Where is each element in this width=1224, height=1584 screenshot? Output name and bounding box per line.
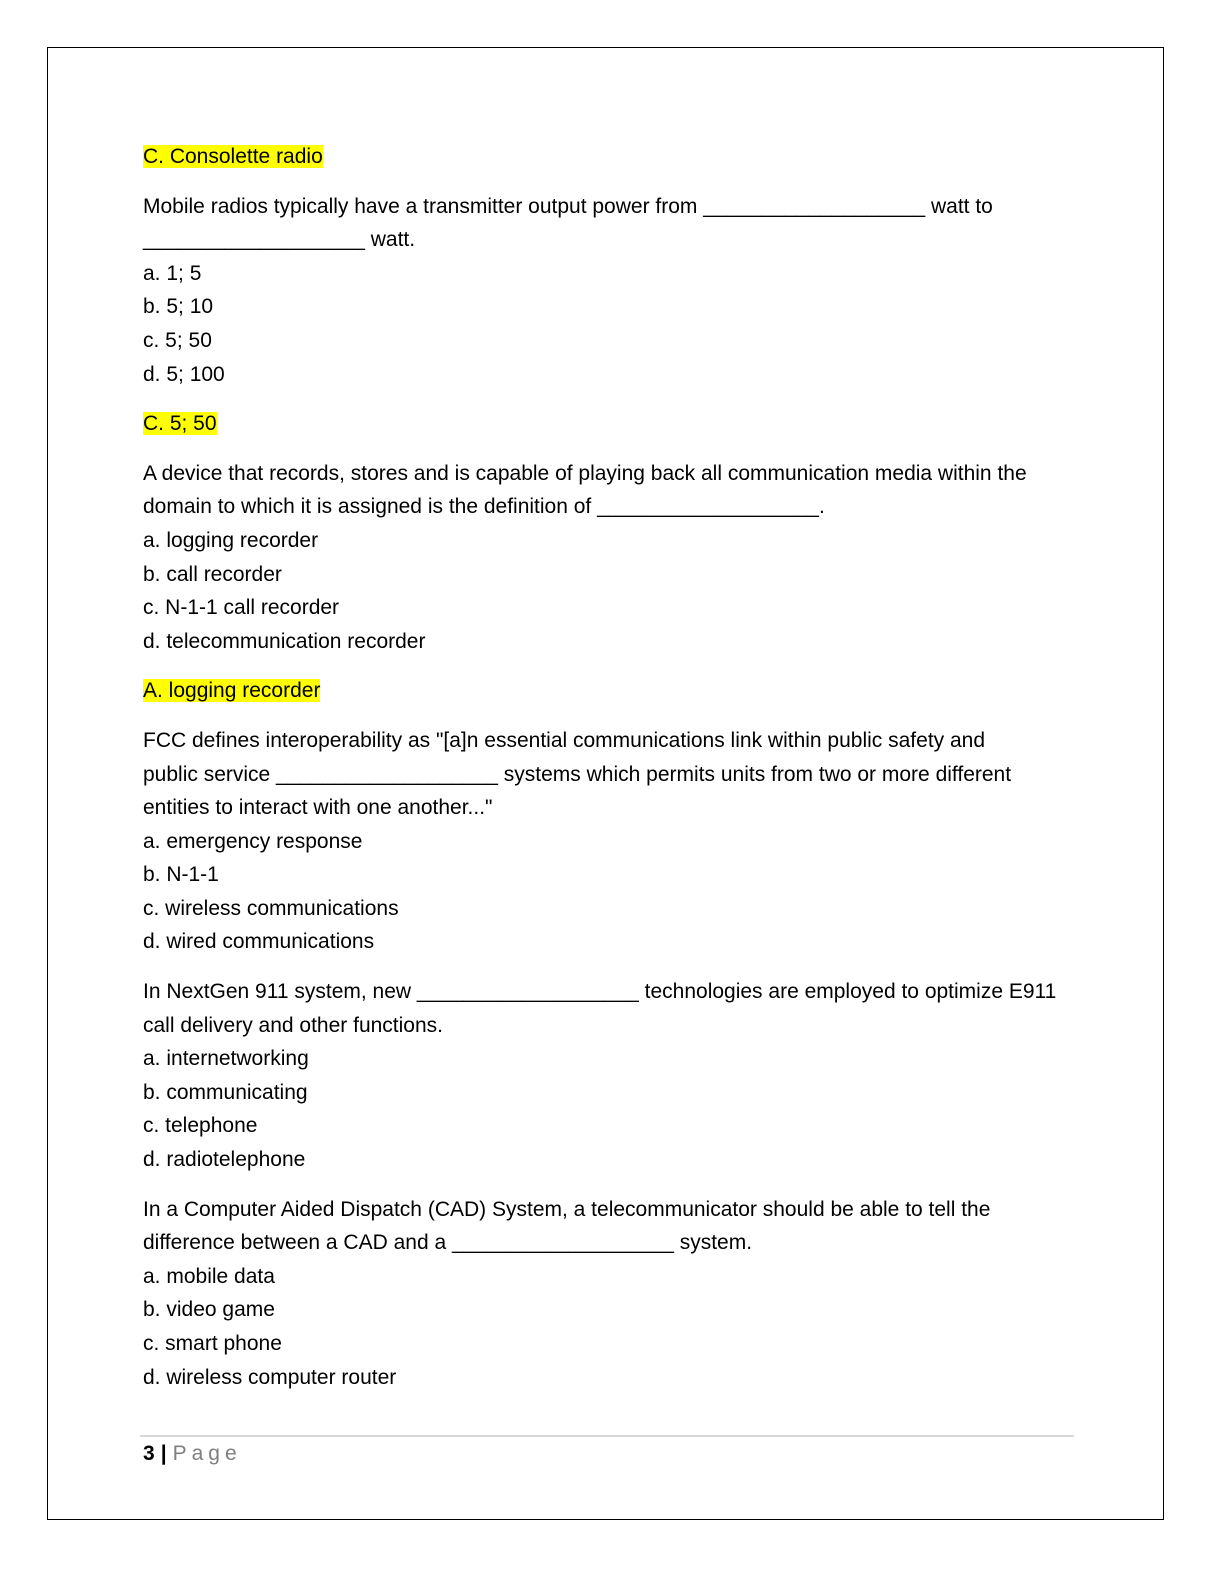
question-text-line: domain to which it is assigned is the definition of ___________________.	[143, 495, 825, 519]
question-text-line: Mobile radios typically have a transmitter output power from ___________________ watt to	[143, 194, 993, 218]
option-b: b. video game	[143, 1298, 275, 1322]
question-text-line: ___________________ watt.	[143, 228, 416, 252]
answer-consolette-radio	[143, 140, 1078, 174]
option-c: c. wireless communications	[143, 896, 399, 920]
question-nextgen-911	[143, 975, 1078, 1177]
option-c: c. N-1-1 call recorder	[143, 596, 340, 620]
question-cad-system	[143, 1193, 1078, 1395]
question-text-line: public service ___________________ systems which permits units from two or more different	[143, 762, 1012, 786]
answer-highlight: C. Consolette radio	[143, 145, 323, 168]
option-b: b. 5; 10	[143, 295, 214, 319]
option-b: b. communicating	[143, 1080, 308, 1104]
question-text-line: A device that records, stores and is capable of playing back all communication media within the	[143, 461, 1027, 485]
question-text-line: In NextGen 911 system, new ___________________ technologies are employed to optimize E911	[143, 980, 1057, 1004]
option-d: d. wired communications	[143, 930, 375, 954]
option-a: a. emergency response	[143, 829, 363, 853]
option-d: d. telecommunication recorder	[143, 629, 426, 653]
footer-divider	[140, 1435, 1074, 1437]
question-text-line: entities to interact with one another..."	[143, 796, 493, 820]
option-b: b. call recorder	[143, 562, 282, 586]
question-text-line: In a Computer Aided Dispatch (CAD) System, a telecommunicator should be able to tell the	[143, 1197, 991, 1221]
answer-5-50	[143, 407, 1078, 441]
option-a: a. internetworking	[143, 1047, 309, 1071]
option-a: a. mobile data	[143, 1264, 275, 1288]
question-text-line: difference between a CAD and a ___________________ system.	[143, 1231, 753, 1255]
option-c: c. telephone	[143, 1114, 258, 1138]
question-text-line: FCC defines interoperability as "[a]n essential communications link within public safety and	[143, 728, 986, 752]
option-d: d. 5; 100	[143, 362, 225, 386]
footer-separator: |	[160, 1442, 167, 1465]
page-number: 3	[143, 1442, 155, 1465]
option-c: c. 5; 50	[143, 328, 212, 352]
question-text-line: call delivery and other functions.	[143, 1013, 443, 1037]
option-a: a. logging recorder	[143, 528, 319, 552]
option-d: d. radiotelephone	[143, 1148, 306, 1172]
answer-highlight: C. 5; 50	[143, 412, 217, 436]
option-c: c. smart phone	[143, 1332, 282, 1355]
question-mobile-radio-power	[143, 190, 1078, 392]
page-label: Page	[172, 1442, 242, 1465]
option-d: d. wireless computer router	[143, 1365, 397, 1389]
answer-highlight: A. logging recorder	[143, 679, 321, 703]
question-fcc-interoperability	[143, 724, 1078, 959]
page-footer	[143, 1438, 242, 1470]
document-body	[143, 140, 1078, 1394]
option-b: b. N-1-1	[143, 863, 219, 887]
answer-logging-recorder	[143, 674, 1078, 708]
question-recording-device	[143, 457, 1078, 659]
option-a: a. 1; 5	[143, 261, 202, 285]
